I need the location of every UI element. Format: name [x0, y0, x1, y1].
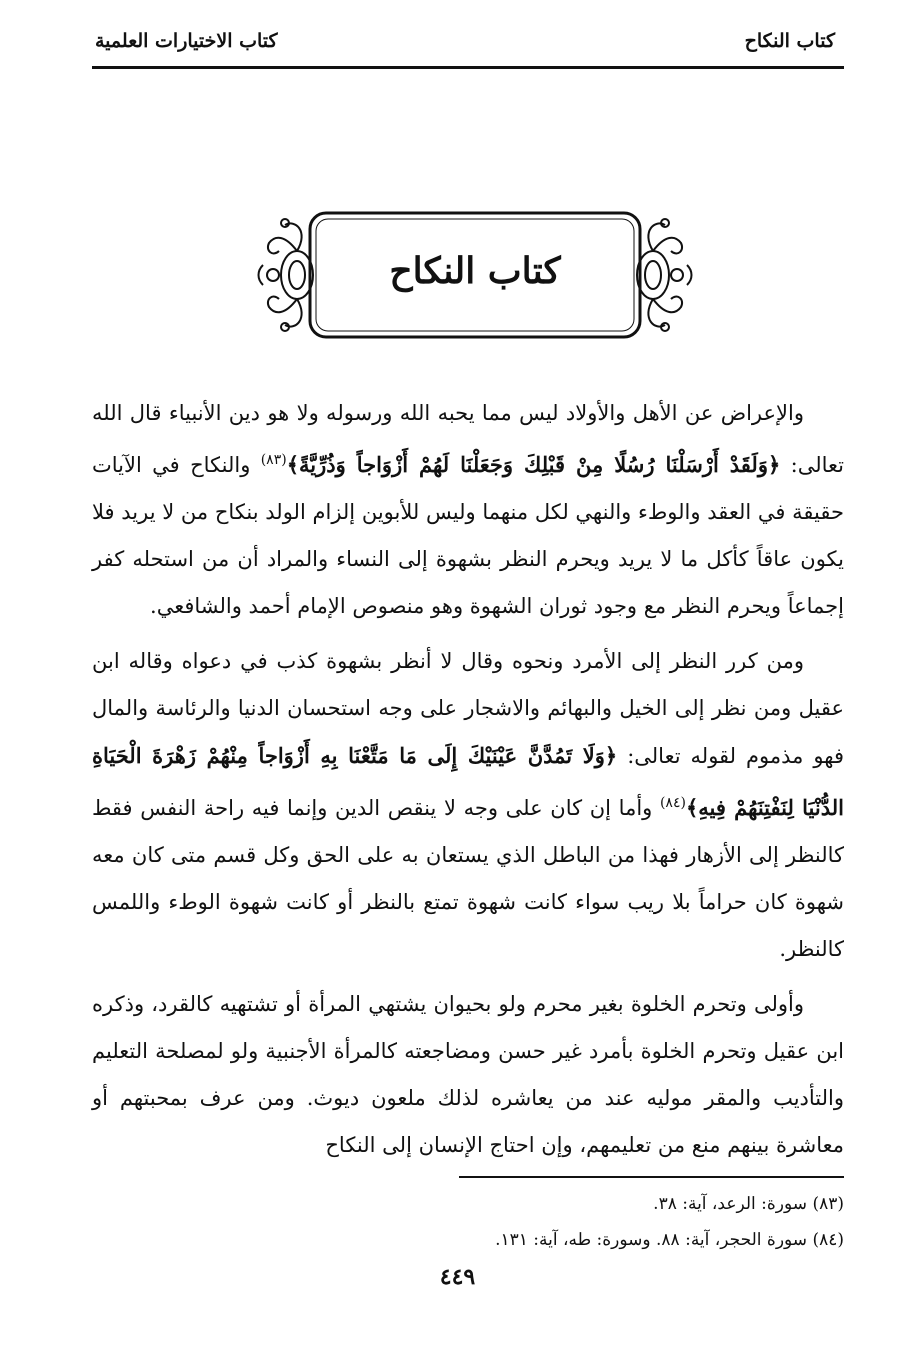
quran-verse-1: ﴿وَلَقَدْ أَرْسَلْنَا رُسُلًا مِنْ قَبْلِكَ وَجَعَلْنَا لَهُمْ أَزْوَاجاً وَذُرِّيَّةً﴾ [286, 452, 781, 477]
paragraph-1 [92, 390, 844, 630]
paragraph-1-text-a: والإعراض عن الأهل والأولاد ليس مما يحبه الله ورسوله ولا هو دين الأنبياء قال الله تعالى: [92, 401, 844, 477]
paragraph-1-text-b: والنكاح في الآيات حقيقة في العقد والوطء والنهي لكل منهما وليس للأبوين إلزام الولد بنكاح من لا يريد فلا يكون عاقاً كأكل ما لا يريد ويحرم النظر بشهوة إلى النساء والمراد أن من استحله كفر إجماعاً ويحرم النظر مع وجود ثوران الشهوة وهو منصوص الإمام أحمد والشافعي. [92, 453, 844, 618]
running-header-left: كتاب الاختيارات العلمية [95, 30, 278, 52]
chapter-title: كتاب النكاح [389, 250, 561, 292]
quran-verse-2: ﴿وَلَا تَمُدَّنَّ عَيْنَيْكَ إِلَى مَا مَتَّعْنَا بِهِ أَزْوَاجاً مِنْهُمْ زَهْرَةَ الْحَيَاةِ الدُّنْيَا لِنَفْتِنَهُمْ فِيهِ﴾ [92, 743, 844, 820]
chapter-title-frame [255, 205, 695, 345]
body-text [92, 390, 844, 1177]
paragraph-2 [92, 638, 844, 973]
paragraph-2-text-b: وأما إن كان على وجه لا ينقص الدين وإنما فيه راحة النفس فقط كالنظر إلى الأزهار فهذا من الباطل الذي يستعان به على الحق وكل قسم متى كان معه شهوة كان حراماً بلا ريب سواء كانت شهوة تمتع بالنظر أو كانت شهوة الوطء واللمس كالنظر. [92, 796, 844, 961]
paragraph-3-text: وأولى وتحرم الخلوة بغير محرم ولو بحيوان يشتهي المرأة أو تشتهيه كالقرد، وذكره ابن عقيل وتحرم الخلوة بأمرد غير حسن ومضاجعته كالمرأة الأجنبية ولو لمصلحة التعليم والتأديب والمقر موليه عند من يعاشره لذلك ملعون ديوث. ومن عرف بمحبتهم أو معاشرة بينهم منع من تعليمهم، وإن احتاج الإنسان إلى النكاح [92, 992, 844, 1157]
footnote-ref-84: (٨٤) [659, 795, 686, 811]
paragraph-3 [92, 981, 844, 1169]
header-rule [92, 66, 844, 69]
footnote-83: (٨٣) سورة: الرعد، آية: ٣٨. [653, 1194, 844, 1214]
footnote-84: (٨٤) سورة الحجر، آية: ٨٨. وسورة: طه، آية: ١٣١. [495, 1230, 844, 1250]
page-number: ٤٤٩ [439, 1264, 476, 1290]
footnote-rule [459, 1176, 844, 1178]
footnotes [300, 1186, 844, 1258]
running-header-right: كتاب النكاح [744, 30, 835, 52]
footnote-ref-83: (٨٣) [260, 452, 287, 468]
paragraph-2-text-a: ومن كرر النظر إلى الأمرد ونحوه وقال لا أنظر بشهوة كذب في دعواه وقاله ابن عقيل ومن نظر إلى الخيل والبهائم والاشجار على وجه استحسان الدنيا والرئاسة والمال فهو مذموم لقوله تعالى: [92, 649, 844, 768]
